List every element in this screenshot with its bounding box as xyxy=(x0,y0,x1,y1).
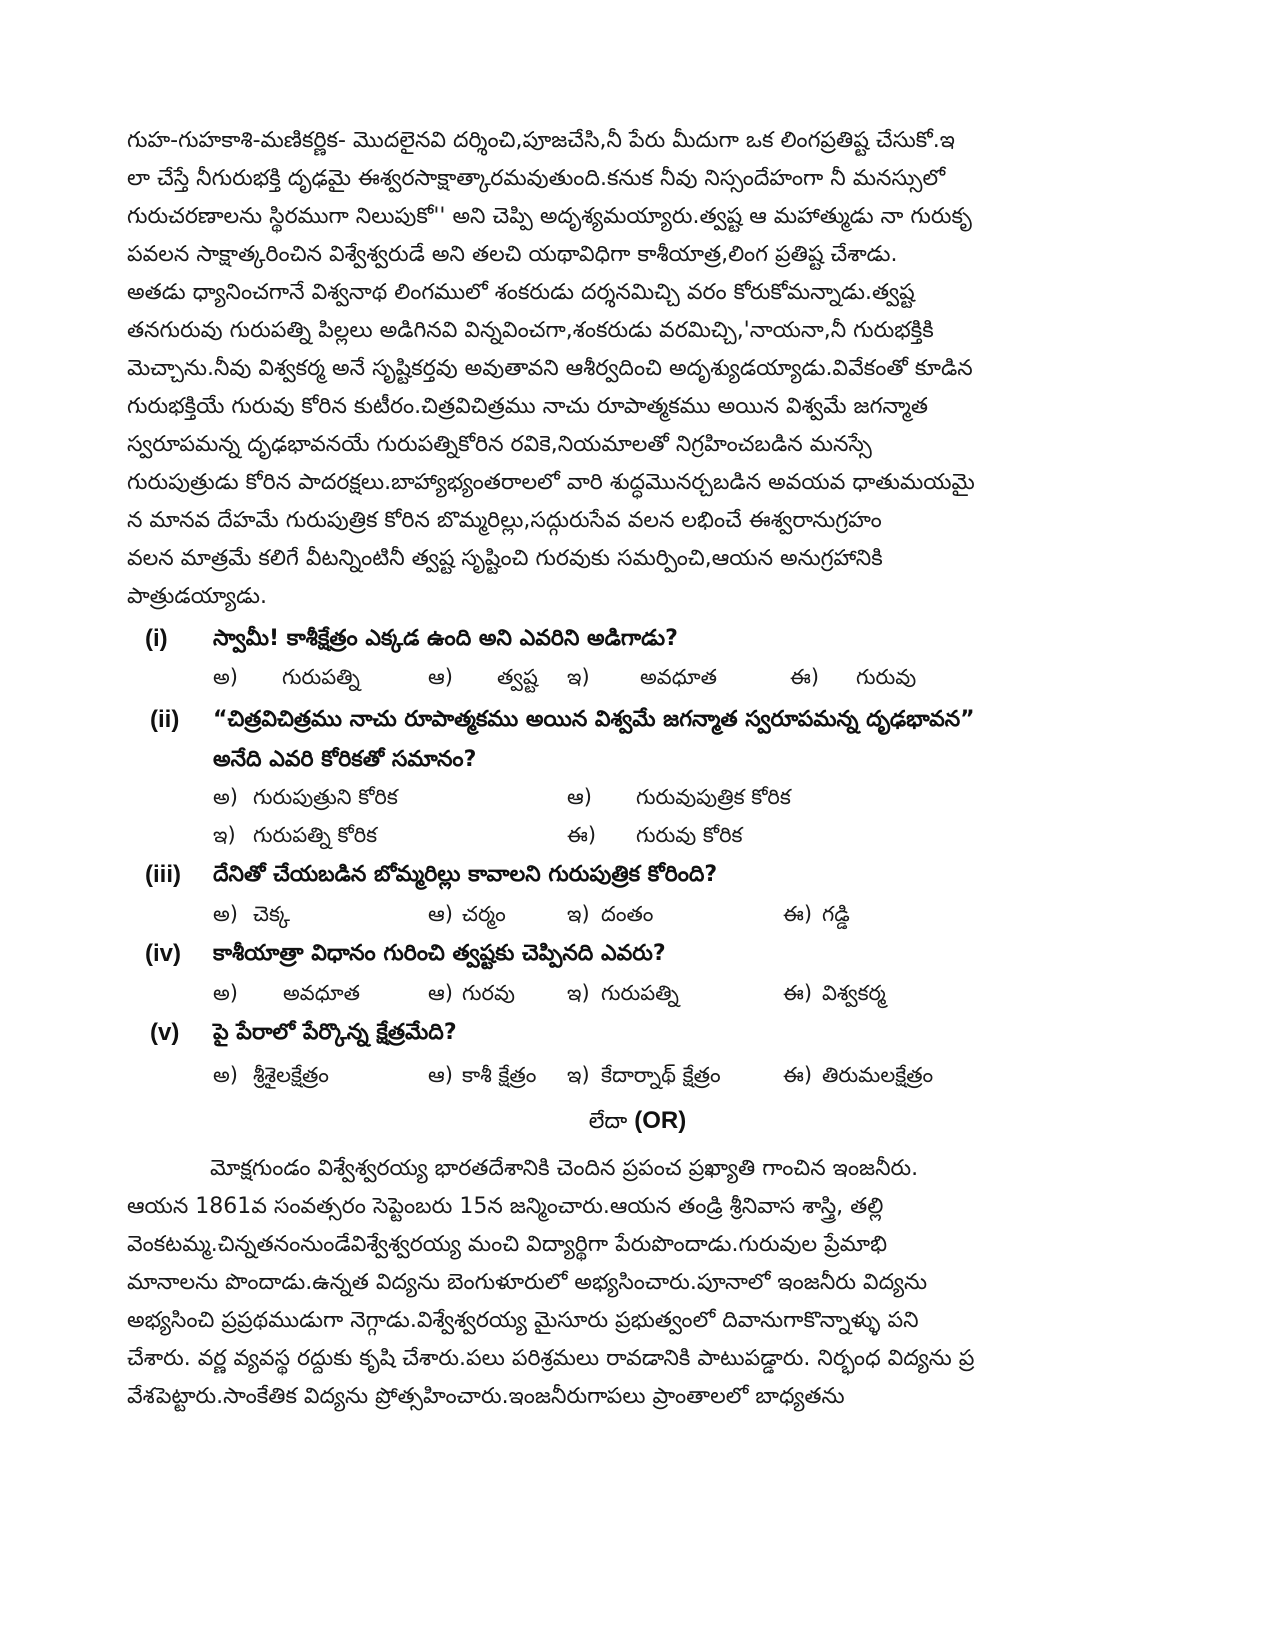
option-value: గురుపత్ని కోరిక xyxy=(253,823,378,847)
option-value: త్వష్ట xyxy=(497,665,538,689)
or-heading-english: (OR) xyxy=(634,1107,687,1134)
passage-line: వెంకటమ్మ.చిన్నతనంనుండేవిశ్వేశ్వరయ్య మంచి విద్యార్థిగా పేరుపొందాడు.గురువుల ప్రేమాభి xyxy=(127,1232,888,1257)
question-text: కాశీయాత్రా విధానం గురించి త్వష్టకు చెప్పినది ఎవరు? xyxy=(213,941,666,966)
passage-line: న మానవ దేహమే గురుపుత్రిక కోరిన బొమ్మరిల్లు,సద్గురుసేవ వలన లభించే ఈశ్వరానుగ్రహం xyxy=(127,508,882,533)
question-text: పై పేరాలో పేర్కొన్న క్షేత్రమేది? xyxy=(213,1020,457,1045)
option-label: ఇ) xyxy=(567,902,590,926)
passage-line: గుహ-గుహకాశి-మణికర్ణిక- మొదలైనవి దర్శించి,పూజచేసి,నీ పేరు మీదుగా ఒక లింగప్రతిష్ట చేసుకో.ఇ xyxy=(127,128,955,153)
option-value: అవధూత xyxy=(283,981,360,1005)
passage-line: ఆయన 1861వ సంవత్సరం సెప్టెంబరు 15న జన్మించారు.ఆయన తండ్రి శ్రీనివాస శాస్త్రి, తల్లి xyxy=(127,1194,884,1219)
option-value: గురుపత్ని xyxy=(282,665,360,689)
option-value: అవధూత xyxy=(640,665,717,689)
question-2 xyxy=(150,703,1150,737)
option-value: గురువు xyxy=(856,665,917,689)
option-value: గురవు xyxy=(462,981,515,1005)
option-label: ఆ) xyxy=(428,665,453,689)
option-label: ఈ) xyxy=(790,665,820,689)
passage-line: మానాలను పొందాడు.ఉన్నత విద్యను బెంగుళూరులో అభ్యసించారు.పూనాలో ఇంజనీరు విద్యను xyxy=(127,1270,928,1295)
question-number: (ii) xyxy=(150,706,180,733)
passage-line: గురుపుత్రుడు కోరిన పాదరక్షలు.బాహ్యాభ్యంతరాలలో వారి శుద్ధమొనర్చబడిన అవయవ ధాతుమయమై xyxy=(127,470,975,495)
option-value: గురుపుత్రుని కోరిక xyxy=(253,785,398,809)
option-label: ఆ) xyxy=(428,1063,453,1087)
option-value: చర్మం xyxy=(462,902,506,926)
option-label: ఈ) xyxy=(783,981,813,1005)
question-number: (iv) xyxy=(145,940,181,967)
question-text: “చిత్రవిచిత్రము నాచు రూపాత్మకము అయిన విశ్వమే జగన్మాత స్వరూపమన్న దృఢభావన” xyxy=(213,707,975,732)
question-3 xyxy=(145,858,1145,892)
question-4 xyxy=(145,937,1145,971)
option-label: ఆ) xyxy=(567,785,592,809)
passage-line: చేశారు. వర్ణ వ్యవస్థ రద్దుకు కృషి చేశారు.పలు పరిశ్రమలు రావడానికి పాటుపడ్డారు. నిర్భంధ విద్యను ప్ర xyxy=(127,1346,975,1371)
option-value: విశ్వకర్మ xyxy=(822,981,886,1005)
or-heading-telugu: లేదా xyxy=(588,1109,628,1134)
option-label: ఇ) xyxy=(567,665,590,689)
passage-line: అభ్యసించి ప్రప్రథముడుగా నెగ్గాడు.విశ్వేశ్వరయ్య మైసూరు ప్రభుత్వంలో దివానుగాకొన్నాళ్ళు పని xyxy=(127,1308,919,1333)
option-label: ఈ) xyxy=(783,1063,813,1087)
option-value: చెక్క xyxy=(253,902,291,926)
option-value: కాశీ క్షేత్రం xyxy=(462,1063,537,1087)
option-label: అ) xyxy=(213,1063,238,1087)
question-text: దేనితో చేయబడిన బోమ్మరిల్లు కావాలని గురుపుత్రిక కోరింది? xyxy=(213,862,718,887)
passage-line: గురుచరణాలను స్థిరముగా నిలుపుకో'' అని చెప్పి అదృశ్యమయ్యారు.త్వష్ట ఆ మహాత్ముడు నా గురుకృ xyxy=(127,204,972,229)
option-value: తిరుమలక్షేత్రం xyxy=(822,1063,934,1087)
option-label: ఈ) xyxy=(783,902,813,926)
question-number: (v) xyxy=(150,1019,180,1046)
passage-line: తనగురువు గురుపత్ని పిల్లలు అడిగినవి విన్నవించగా,శంకరుడు వరమిచ్చి,'నాయనా,నీ గురుభక్తికి xyxy=(127,318,934,343)
passage-line: గురుభక్తియే గురువు కోరిన కుటీరం.చిత్రవిచిత్రము నాచు రూపాత్మకము అయిన విశ్వమే జగన్మాత xyxy=(127,394,928,419)
question-text: స్వామీ! కాశీక్షేత్రం ఎక్కడ ఉంది అని ఎవరిని అడిగాడు? xyxy=(213,626,678,651)
passage-line: మోక్షగుండం విశ్వేశ్వరయ్య భారతదేశానికి చెందిన ప్రపంచ ప్రఖ్యాతి గాంచిన ఇంజనీరు. xyxy=(210,1156,919,1181)
question-text-continued: అనేది ఎవరి కోరికతో సమానం? xyxy=(213,747,477,772)
passage-line: మెచ్చాను.నీవు విశ్వకర్మ అనే సృష్టికర్తవు అవుతావని ఆశీర్వదించి అదృశ్యుడయ్యాడు.వివేకంతో కూడిన xyxy=(127,356,973,381)
option-label: అ) xyxy=(213,785,238,809)
passage-line: వేశపెట్టారు.సాంకేతిక విద్యను ప్రోత్సహించారు.ఇంజనీరుగాపలు ప్రాంతాలలో బాధ్యతను xyxy=(127,1384,845,1409)
option-label: ఆ) xyxy=(428,981,453,1005)
option-value: దంతం xyxy=(601,902,654,926)
question-5 xyxy=(150,1016,1150,1050)
question-number: (i) xyxy=(145,625,168,652)
option-label: అ) xyxy=(213,665,238,689)
option-value: గురువు కోరిక xyxy=(636,823,743,847)
option-label: ఆ) xyxy=(428,902,453,926)
option-label: అ) xyxy=(213,981,238,1005)
passage-line: స్వరూపమన్న దృఢభావనయే గురుపత్నికోరిన రవికె,నియమాలతో నిగ్రహించబడిన మనస్సే xyxy=(127,432,872,457)
option-label: ఇ) xyxy=(567,981,590,1005)
option-value: గురువుపుత్రిక కోరిక xyxy=(636,785,791,809)
passage-line: అతడు ధ్యానించగానే విశ్వనాథ లింగములో శంకరుడు దర్శనమిచ్చి వరం కోరుకోమన్నాడు.త్వష్ట xyxy=(127,280,915,305)
question-number: (iii) xyxy=(145,861,181,888)
passage-line: పాత్రుడయ్యాడు. xyxy=(127,584,268,609)
option-label: ఈ) xyxy=(567,823,597,847)
question-2-line2 xyxy=(145,743,1145,777)
option-label: అ) xyxy=(213,902,238,926)
option-value: గడ్డి xyxy=(822,902,850,926)
option-label: ఇ) xyxy=(213,823,236,847)
passage-line: పవలన సాక్షాత్కరించిన విశ్వేశ్వరుడే అని తలచి యథావిధిగా కాశీయాత్ర,లింగ ప్రతిష్ట చేశాడు. xyxy=(127,242,898,267)
option-value: శ్రీశైలక్షేత్రం xyxy=(253,1063,329,1087)
option-value: గురుపత్ని xyxy=(601,981,679,1005)
or-separator-heading xyxy=(0,1104,1275,1139)
question-1 xyxy=(145,622,1145,656)
option-value: కేదార్నాథ్ క్షేత్రం xyxy=(601,1063,721,1087)
passage-line: లా చేస్తే నీగురుభక్తి దృఢమై ఈశ్వరసాక్షాత్కారమవుతుంది.కనుక నీవు నిస్సందేహంగా నీ మనస్సులో xyxy=(127,166,946,191)
option-label: ఇ) xyxy=(567,1063,590,1087)
passage-line: వలన మాత్రమే కలిగే వీటన్నింటినీ త్వష్ట సృష్టించి గురవుకు సమర్పించి,ఆయన అనుగ్రహానికి xyxy=(127,546,883,571)
